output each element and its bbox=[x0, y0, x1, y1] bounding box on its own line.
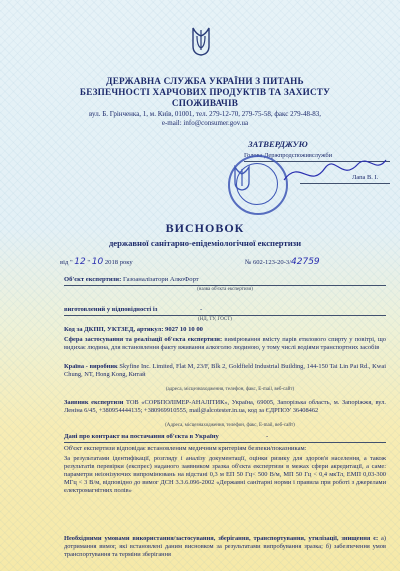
object-line: Об'єкт експертизи: Газоаналізатори АлкоФорт bbox=[64, 276, 199, 283]
country-text: Skyfine Inc. Limited, Flat M, 23/F, Blk 2, Goldfield Industrial Building, 144-150 Tai Lin Pai Rd., Kwai Chung, NT, Hong Kong, Китай bbox=[64, 363, 386, 378]
approval-title: ЗАТВЕРДЖУЮ bbox=[248, 139, 308, 149]
date-day: 12 bbox=[74, 257, 86, 267]
made-according-line: виготовлений у відповідності із bbox=[64, 306, 158, 313]
made-according-dash: - bbox=[200, 306, 203, 313]
signature-icon bbox=[280, 150, 390, 190]
object-value: Газоаналізатори АлкоФорт bbox=[122, 276, 199, 283]
applicant-block: Заявник експертизи ТОВ «СОРБПОЛІМЕР-АНАЛІТИК», Україна, 69005, Запорізька область, м. Запоріжжя, вул. Леніна 6/45, +380954444135; +380969910555, mail@alcotester.in.ua, код за ЄДРПОУ 36408462 bbox=[64, 399, 386, 414]
results-block bbox=[64, 455, 386, 495]
approver-position: Голова Держпродспоживслужби bbox=[244, 152, 333, 159]
conditions-block: Необхідними умовами використання/застосування, зберігання, транспортування, утилізації, знищення є: а) дотримання вимог, які встановлені даним висновком за результатами випробування зразка; б) забезпечення умов транспортування та терміни зберігання bbox=[64, 535, 386, 558]
coat-of-arms-icon bbox=[191, 26, 211, 56]
number-handwritten: 42759 bbox=[291, 257, 320, 267]
code-line: Код за ДКПП, УКТЗЕД, артикул: 9027 10 10 00 bbox=[64, 326, 203, 333]
applicant-text: ТОВ «СОРБПОЛІМЕР-АНАЛІТИК», Україна, 69005, Запорізька область, м. Запоріжжя, вул. Леніна 6/45, +380954444135; +380969910555, mail@alcotester.in.ua, код за ЄДРПОУ 36408462 bbox=[64, 399, 386, 414]
email-line: e-mail: info@consumer.gov.ua bbox=[161, 119, 249, 127]
document-subtitle: державної санітарно-епідеміологічної експертизи bbox=[108, 238, 302, 248]
object-caption: (назва об'єкта експертизи) bbox=[197, 287, 253, 292]
country-block: Країна - виробник Skyfine Inc. Limited, Flat M, 23/F, Blk 2, Goldfield Industrial Building, 144-150 Tai Lin Pai Rd., Kwai Chung, NT, Hong Kong, Китай bbox=[64, 363, 386, 378]
contract-dash: - bbox=[266, 433, 269, 440]
approver-name: Лапа В. І. bbox=[352, 174, 379, 181]
document-number: № 602-123-20-3/42759 bbox=[245, 257, 320, 267]
date-field: від " 12 " 10 2018 року bbox=[60, 257, 133, 267]
made-caption: (НД, ТУ, ГОСТ) bbox=[198, 317, 232, 322]
country-caption: (адреса, місцезнаходження, телефон, факс, E-mail, веб-сайт) bbox=[165, 387, 295, 392]
conditions-text: а) дотримання вимог, які встановлені даним висновком за результатами випробування зразка; б) забезпечення умов транспортування та терміни зберігання bbox=[64, 535, 386, 558]
results-text: За результатами ідентифікації, розгляду і аналізу документації, оцінки ризику для здоров'я населення, а також результатів перевірки (експрес) наданого заявником зразка об'єкта експертизи в межах сфери акредитації, а саме: параметри неіонізуючих випромінювань на відстані 0,3 м ЕП 50 Гц< 500 В/м, МП 50 Гц < 0,4 мкТл, ЕМП 0,03-300 МГц < 3 В/м, відповідно до вимог ДСН 3.3.6.096-2002 «Державні санітарні норми і правила при роботі з джерелами електромагнітних полів» bbox=[64, 455, 386, 494]
conformity-line: Об'єкт експертизи відповідає встановленим медичним критеріям безпеки/показникам: bbox=[64, 445, 307, 452]
date-month: 10 bbox=[91, 257, 104, 267]
address-line: вул. Б. Грінченка, 1, м. Київ, 01001, тел. 279-12-70, 279-75-58, факс 279-48-83, bbox=[88, 110, 322, 118]
organization-name-line2: БЕЗПЕЧНОСТІ ХАРЧОВИХ ПРОДУКТІВ ТА ЗАХИСТУ bbox=[79, 87, 331, 97]
organization-name-line1: ДЕРЖАВНА СЛУЖБА УКРАЇНИ З ПИТАНЬ bbox=[106, 76, 304, 86]
applicant-caption: (Адреса, місцезнаходження, телефон, факс, E-mail, веб-сайт) bbox=[165, 423, 295, 428]
scope-text: вимірювання вмісту парів етилового спирту у повітрі, що видихає людина, для встановлення факту вживання алкоголю людиною, у тому числі водіями транспортних засобів bbox=[64, 336, 386, 351]
stamp-trident-icon bbox=[233, 165, 251, 191]
organization-name-line3: СПОЖИВАЧІВ bbox=[171, 98, 239, 108]
document-title: ВИСНОВОК bbox=[165, 221, 245, 235]
contract-line: Дані про контракт на постачання об'єкта в Україну bbox=[64, 433, 219, 440]
scope-block: Сфера застосування та реалізації об'єкта експертизи: вимірювання вмісту парів етилового спирту у повітрі, що видихає людина, для встановлення факту вживання алкоголю людиною, у тому числі водіями транспортних засобів bbox=[64, 336, 386, 351]
